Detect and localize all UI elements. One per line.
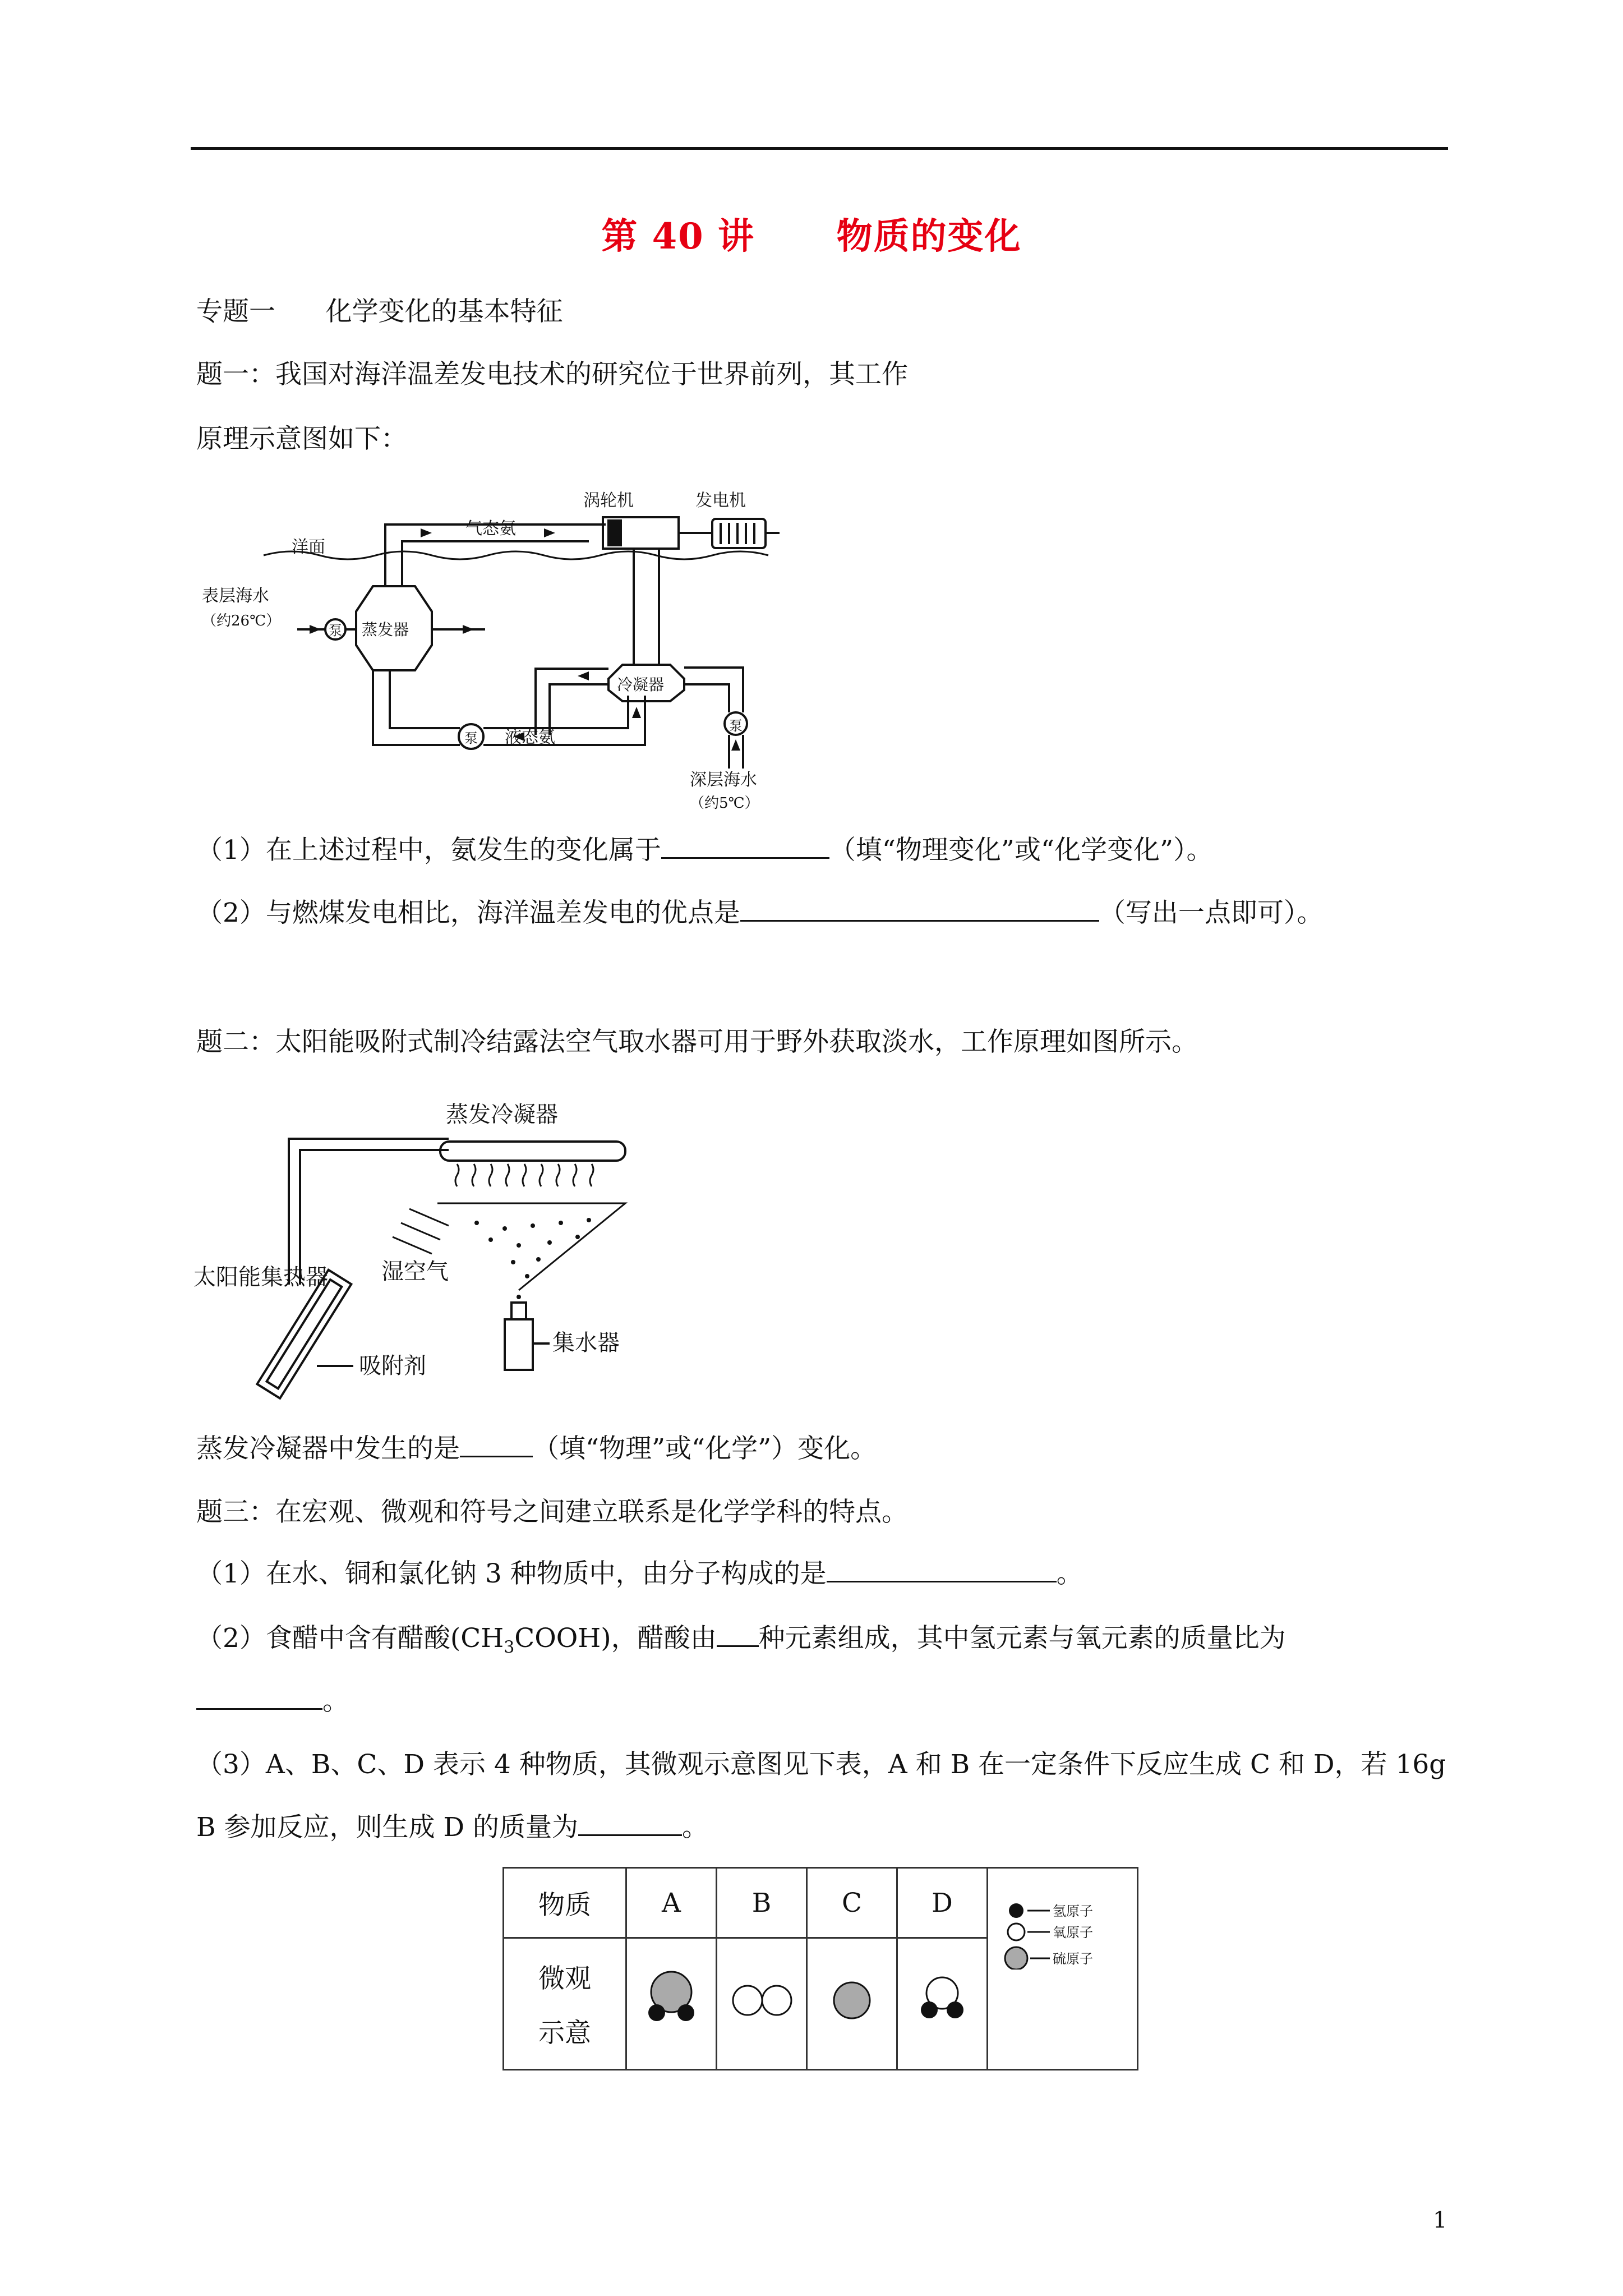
q1-intro-line1: 题一：我国对海洋温差发电技术的研究位于世界前列，其工作 xyxy=(196,359,908,390)
molecule-b xyxy=(717,1938,807,2070)
col-c: C xyxy=(807,1868,897,1938)
legend-cell xyxy=(988,1868,1138,2070)
molecule-table xyxy=(502,1867,1138,2070)
o2-molecule-icon xyxy=(720,1958,804,2042)
pump-2-label: 泵 xyxy=(464,730,478,746)
hydrogen-atom-icon xyxy=(1009,1903,1023,1918)
q3-sub3-line2: B 参加反应，则生成 D 的质量为 。 xyxy=(196,1812,709,1843)
legend-oxygen: 氧原子 xyxy=(1053,1925,1093,1940)
pump-1-label: 泵 xyxy=(329,623,342,638)
q3-sub2: （2）食醋中含有醋酸$(CH_3COOH)$，醋酸由 种元素组成，其中氢元素与氧元素的质量比为 xyxy=(196,1623,1286,1658)
atom-legend xyxy=(988,1869,1134,1970)
table-header-label: 物质 xyxy=(504,1868,626,1938)
page-number: 1 xyxy=(1433,2207,1447,2233)
q1-sub2-blank[interactable] xyxy=(740,900,1099,922)
sulfur-atom-icon xyxy=(1005,1947,1027,1970)
legend-sulfur: 硫原子 xyxy=(1053,1951,1093,1967)
sulfur-atom-molecule-icon xyxy=(810,1958,894,2042)
generator-label: 发电机 xyxy=(695,491,746,510)
page-title: 第 40 讲 物质的变化 xyxy=(601,215,1022,257)
h2s-molecule-icon xyxy=(629,1958,713,2042)
sea-surface-label: 洋面 xyxy=(292,537,325,557)
q3-sub1: （1）在水、铜和氯化钠 3 种物质中，由分子构成的是 。 xyxy=(196,1558,1083,1589)
q1-intro-line2: 原理示意图如下： xyxy=(196,424,407,454)
q3-sub3-blank[interactable] xyxy=(578,1814,682,1836)
air-water-diagram xyxy=(191,1099,667,1402)
topic-heading: 专题一 化学变化的基本特征 xyxy=(196,296,563,327)
liquid-ammonia-label: 液态氨 xyxy=(505,728,555,747)
q2-question: 蒸发冷凝器中发生的是 （填“物理”或“化学”）变化。 xyxy=(196,1433,877,1464)
q1-sub1-blank[interactable] xyxy=(661,837,829,859)
header-rule xyxy=(191,147,1448,150)
pump-3-label: 泵 xyxy=(729,718,743,734)
q3-intro: 题三：在宏观、微观和符号之间建立联系是化学学科的特点。 xyxy=(196,1497,908,1527)
deep-water-temp: （约5℃） xyxy=(690,795,759,812)
deep-water-label: 深层海水 xyxy=(690,770,757,790)
q3-sub3-line1: （3）A、B、C、D 表示 4 种物质，其微观示意图见下表，A 和 B 在一定条件下反应生成 C 和 D，若 16g xyxy=(196,1749,1446,1780)
humid-air-label: 湿空气 xyxy=(381,1259,449,1285)
condenser-label: 冷凝器 xyxy=(617,675,665,694)
q2-intro: 题二：太阳能吸附式制冷结露法空气取水器可用于野外获取淡水，工作原理如图所示。 xyxy=(196,1027,1198,1057)
adsorbent-label: 吸附剂 xyxy=(359,1353,426,1379)
q2-blank[interactable] xyxy=(460,1435,533,1457)
turbine-label: 涡轮机 xyxy=(583,491,634,510)
molecule-c xyxy=(807,1938,897,2070)
molecule-d xyxy=(897,1938,988,2070)
q1-sub1: （1）在上述过程中，氨发生的变化属于 （填“物理变化”或“化学变化”）。 xyxy=(196,835,1213,866)
q3-sub2-blank2[interactable] xyxy=(196,1688,322,1710)
solar-collector-label: 太阳能集热器 xyxy=(193,1264,328,1290)
col-b: B xyxy=(717,1868,807,1938)
gas-ammonia-label: 气态氨 xyxy=(465,519,516,539)
row-label: 微观 示意 xyxy=(504,1938,626,2070)
q3-sub1-blank[interactable] xyxy=(827,1561,1057,1582)
evap-condenser-label: 蒸发冷凝器 xyxy=(446,1102,558,1128)
q3-sub2-blank1[interactable] xyxy=(717,1625,759,1647)
legend-hydrogen: 氢原子 xyxy=(1053,1903,1093,1919)
col-d: D xyxy=(897,1868,988,1938)
q1-sub2: （2）与燃煤发电相比，海洋温差发电的优点是 （写出一点即可）。 xyxy=(196,898,1324,928)
condenser-tube xyxy=(440,1142,625,1161)
evaporator-label: 蒸发器 xyxy=(362,620,409,639)
q3-sub2-cont: 。 xyxy=(196,1686,349,1717)
water-collector-label: 集水器 xyxy=(552,1330,620,1356)
oxygen-atom-icon xyxy=(1008,1924,1025,1940)
ocean-thermal-diagram xyxy=(191,471,819,813)
h2o-molecule-icon xyxy=(900,1958,984,2042)
molecule-a xyxy=(626,1938,717,2070)
surface-water-label: 表层海水 xyxy=(202,586,269,606)
col-a: A xyxy=(626,1868,717,1938)
surface-water-temp: （约26℃） xyxy=(202,613,281,629)
